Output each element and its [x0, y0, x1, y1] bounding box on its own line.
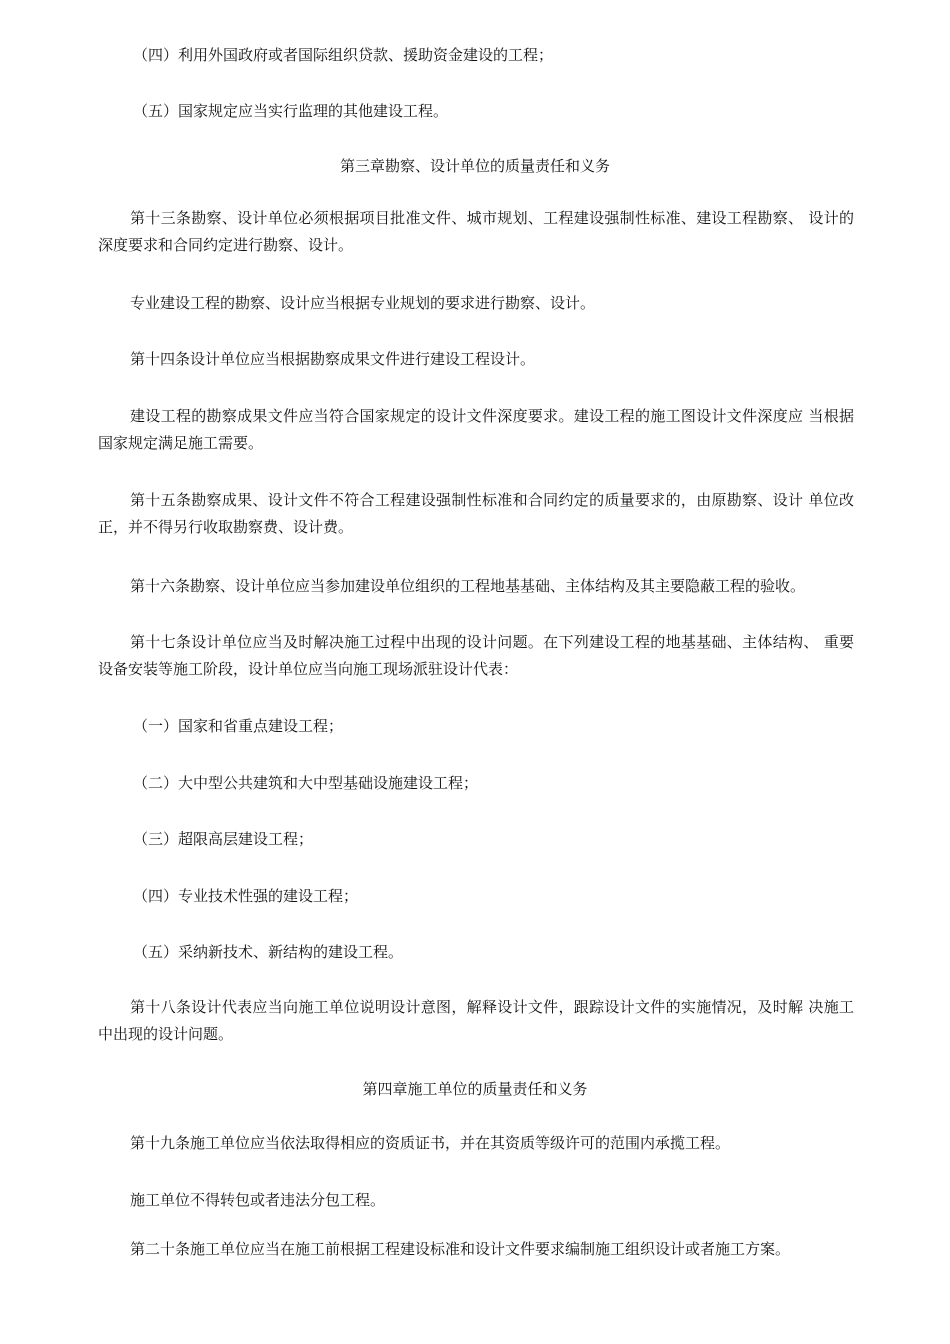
list-item: （四）利用外国政府或者国际组织贷款、援助资金建设的工程；: [133, 46, 554, 64]
body-paragraph: 第十三条勘察、设计单位必须根据项目批准文件、城市规划、工程建设强制性标准、建设工程勘察、 设计的深度要求和合同约定进行勘察、设计。: [98, 209, 854, 254]
body-paragraph: 第十六条勘察、设计单位应当参加建设单位组织的工程地基基础、主体结构及其主要隐蔽工程的验收。: [130, 577, 806, 595]
body-paragraph: 施工单位不得转包或者违法分包工程。: [130, 1191, 386, 1209]
list-item: （五）采纳新技术、新结构的建设工程。: [133, 943, 404, 961]
body-paragraph: 第十五条勘察成果、设计文件不符合工程建设强制性标准和合同约定的质量要求的，由原勘察、设计 单位改正，并不得另行收取勘察费、设计费。: [98, 491, 854, 536]
body-paragraph: 专业建设工程的勘察、设计应当根据专业规划的要求进行勘察、设计。: [130, 294, 596, 312]
chapter-heading: 第三章勘察、设计单位的质量责任和义务: [339, 157, 610, 175]
body-paragraph: 第二十条施工单位应当在施工前根据工程建设标准和设计文件要求编制施工组织设计或者施工方案。: [130, 1240, 791, 1258]
body-paragraph: 第十九条施工单位应当依法取得相应的资质证书，并在其资质等级许可的范围内承揽工程。: [130, 1134, 731, 1152]
body-paragraph: 第十四条设计单位应当根据勘察成果文件进行建设工程设计。: [130, 350, 536, 368]
body-paragraph: 建设工程的勘察成果文件应当符合国家规定的设计文件深度要求。建设工程的施工图设计文件深度应 当根据国家规定满足施工需要。: [98, 407, 854, 452]
chapter-heading: 第四章施工单位的质量责任和义务: [362, 1080, 588, 1098]
list-item: （五）国家规定应当实行监理的其他建设工程。: [133, 102, 449, 120]
list-item: （一）国家和省重点建设工程；: [133, 717, 344, 735]
list-item: （四）专业技术性强的建设工程；: [133, 887, 359, 905]
body-paragraph: 第十八条设计代表应当向施工单位说明设计意图，解释设计文件，跟踪设计文件的实施情况，及时解 决施工中出现的设计问题。: [98, 998, 854, 1043]
list-item: （二）大中型公共建筑和大中型基础设施建设工程；: [133, 774, 479, 792]
list-item: （三）超限高层建设工程；: [133, 830, 314, 848]
body-paragraph: 第十七条设计单位应当及时解决施工过程中出现的设计问题。在下列建设工程的地基基础、主体结构、 重要设备安装等施工阶段，设计单位应当向施工现场派驻设计代表：: [98, 633, 854, 678]
